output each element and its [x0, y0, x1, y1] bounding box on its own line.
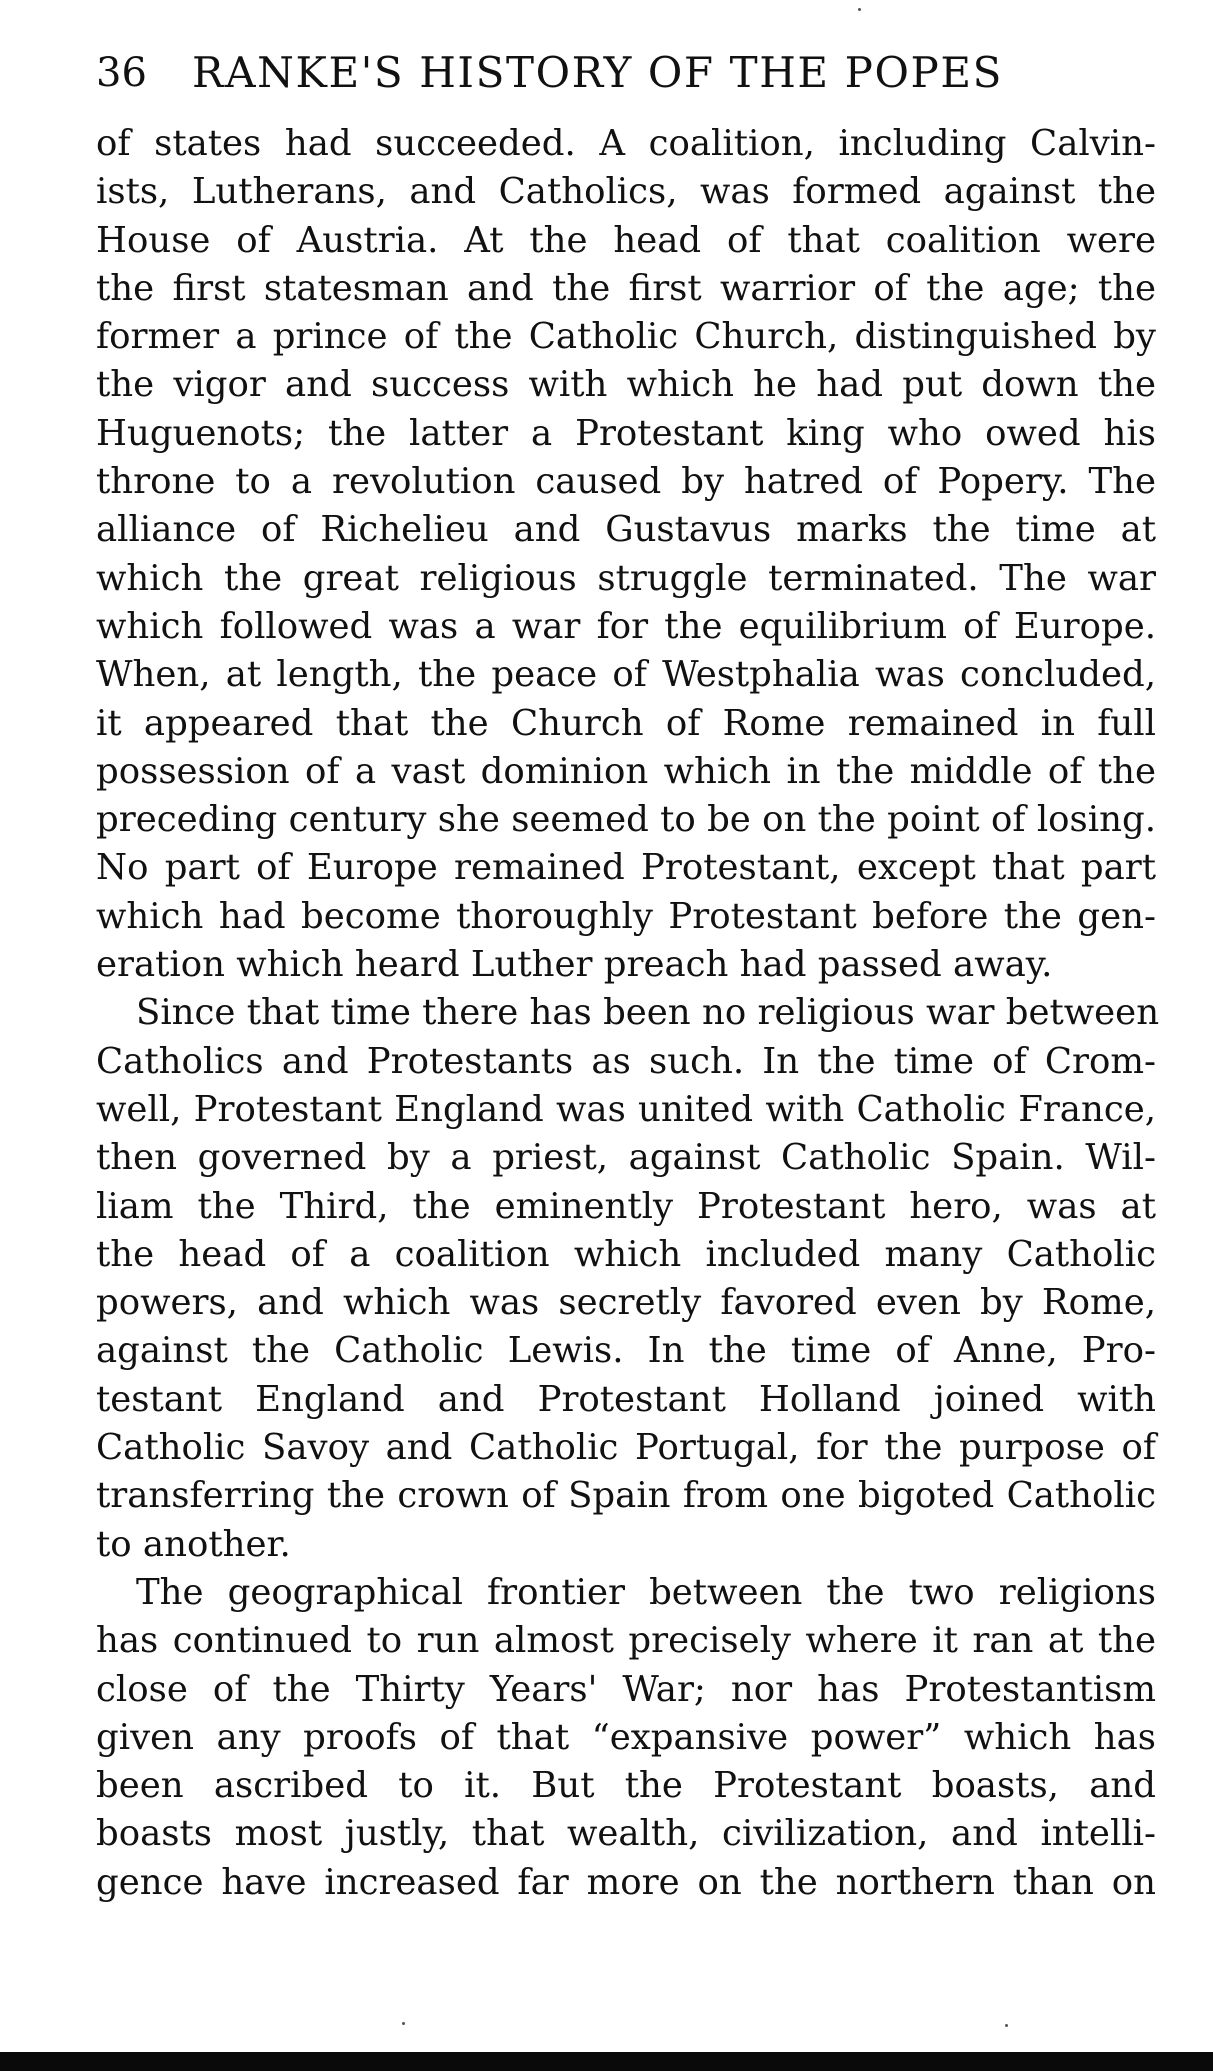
text-line: preceding century she seemed to be on the point of losing.: [96, 799, 1156, 841]
page-header: [96, 38, 1132, 108]
paragraph: [96, 120, 1156, 989]
text-line: Catholics and Protestants as such. In the time of Crom-: [96, 1040, 1156, 1082]
scan-bottom-edge: [0, 2052, 1213, 2071]
text-line: testant England and Protestant Holland joined with: [96, 1378, 1156, 1420]
text-line: which followed was a war for the equilibrium of Europe.: [96, 605, 1156, 647]
text-line: The geographical frontier between the two religions: [136, 1571, 1156, 1613]
text-line: which the great religious struggle terminated. The war: [96, 557, 1156, 599]
text-line: then governed by a priest, against Catholic Spain. Wil-: [96, 1137, 1156, 1179]
text-line: the first statesman and the first warrior of the age; the: [96, 267, 1156, 309]
text-line: liam the Third, the eminently Protestant hero, was at: [96, 1185, 1156, 1227]
running-title: RANKE'S HISTORY OF THE POPES: [192, 48, 1004, 97]
scan-speck: [858, 8, 861, 11]
text-line: the vigor and success with which he had put down the: [96, 364, 1156, 406]
text-line: powers, and which was secretly favored even by Rome,: [96, 1282, 1156, 1324]
text-line: well, Protestant England was united with Catholic France,: [96, 1088, 1156, 1130]
paragraph: [96, 989, 1160, 1569]
text-line: former a prince of the Catholic Church, distinguished by: [96, 316, 1156, 358]
page-number: 36: [96, 50, 147, 96]
text-line: been ascribed to it. But the Protestant boasts, and: [96, 1765, 1156, 1807]
text-line: close of the Thirty Years' War; nor has Protestantism: [96, 1668, 1156, 1710]
text-line: When, at length, the peace of Westphalia was concluded,: [96, 654, 1156, 696]
text-line: gence have increased far more on the northern than on: [96, 1861, 1156, 1903]
text-line: of states had succeeded. A coalition, including Calvin-: [96, 123, 1156, 164]
text-line: against the Catholic Lewis. In the time of Anne, Pro-: [96, 1330, 1156, 1372]
text-line: has continued to run almost precisely where it ran at the: [96, 1620, 1156, 1662]
text-line: alliance of Richelieu and Gustavus marks the time at: [96, 509, 1156, 551]
text-line: Since that time there has been no religious war between: [136, 992, 1160, 1034]
text-line: to another.: [96, 1523, 291, 1565]
text-line: Catholic Savoy and Catholic Portugal, for the purpose of: [96, 1427, 1156, 1469]
text-line: transferring the crown of Spain from one bigoted Catholic: [96, 1475, 1156, 1517]
text-line: it appeared that the Church of Rome remained in full: [96, 702, 1156, 744]
text-line: House of Austria. At the head of that coalition were: [96, 219, 1156, 261]
body-text: [96, 120, 1160, 1907]
text-line: ists, Lutherans, and Catholics, was formed against the: [96, 171, 1156, 213]
text-line: throne to a revolution caused by hatred of Popery. The: [96, 461, 1156, 503]
text-line: eration which heard Luther preach had passed away.: [96, 944, 1053, 986]
text-line: which had become thoroughly Protestant before the gen-: [96, 895, 1156, 937]
text-line: boasts most justly, that wealth, civilization, and intelli-: [96, 1813, 1156, 1855]
text-line: Huguenots; the latter a Protestant king who owed his: [96, 412, 1156, 454]
scan-speck: [1005, 2024, 1008, 2027]
scan-speck: [402, 2022, 405, 2025]
paragraph: [96, 1569, 1156, 1907]
text-line: given any proofs of that “expansive power” which has: [96, 1716, 1156, 1758]
text-line: No part of Europe remained Protestant, except that part: [96, 847, 1156, 889]
text-line: possession of a vast dominion which in the middle of the: [96, 750, 1156, 792]
text-line: the head of a coalition which included many Catholic: [96, 1233, 1156, 1275]
